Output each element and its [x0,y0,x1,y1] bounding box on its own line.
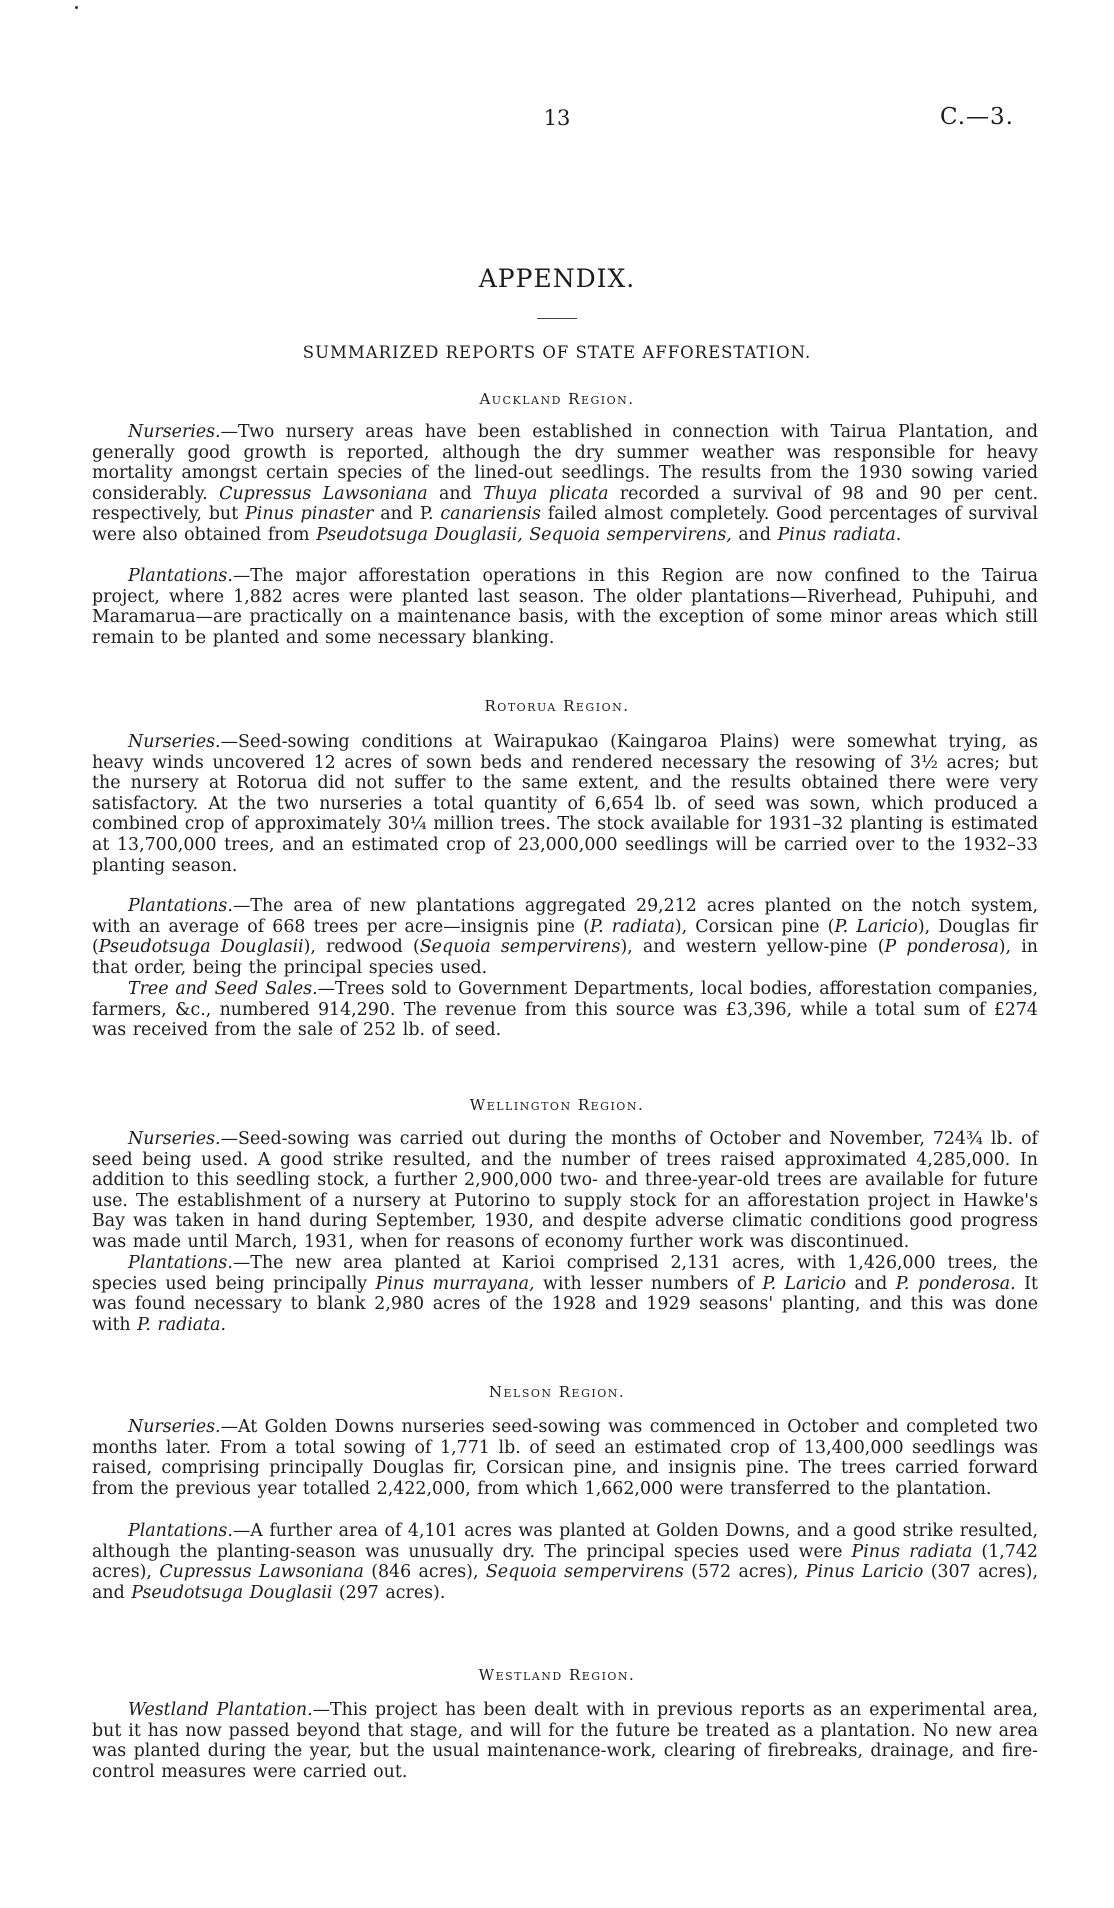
auckland-plantations-paragraph: Plantations.—The major afforestation operations in this Region are now confined to the Tairua project, where 1,882 acres were planted last season. The older plantations—Riverhead, Puhipuhi, and Maramarua—are practically on a maintenance basis, with the exception of some minor areas which still remain to be planted and some necessary blanking. [92,566,1038,648]
rotorua-plantations-paragraph: Plantations.—The area of new plantations aggregated 29,212 acres planted on the notch system, with an average of 668 trees per acre—insignis pine (P. radiata), Corsican pine (P. Laricio), Douglas fir (Pseudotsuga Douglasii), redwood (Sequoia sempervirens), and western yellow-pine (P ponderosa), in that order, being the principal species used. [92,896,1038,978]
auckland-plantations-label: Plantations. [128,566,233,586]
document-reference: C.—3. [939,104,1014,130]
wellington-nurseries-paragraph: Nurseries.—Seed-sowing was carried out during the months of October and November, 724¾ lb. of seed being used. A good strike resulted, and the number of trees raised approximated 4,285,000. In addition to this seedling stock, a further 2,900,000 two- and three-year-old trees are available for future use. The establishment of a nursery at Putorino to supply stock for an afforestation project in Hawke's Bay was taken in hand during September, 1930, and despite adverse climatic conditions good progress was made until March, 1931, when for reasons of economy further work was discontinued. [92,1129,1038,1252]
auckland-nurseries-paragraph: Nurseries.—Two nursery areas have been established in connection with Tairua Plantation, and generally good growth is reported, although the dry summer weather was responsible for heavy mortality amongst certain species of the lined-out seedlings. The results from the 1930 sowing varied considerably. Cupressus Lawsoniana and Thuya plicata recorded a survival of 98 and 90 per cent. respectively, but Pinus pinaster and P. canariensis failed almost completely. Good percentages of survival were also obtained from Pseudotsuga Douglasii, Sequoia sempervirens, and Pinus radiata. [92,422,1038,545]
page-number: 13 [543,106,571,130]
westland-plantation-paragraph: Westland Plantation.—This project has been dealt with in previous reports as an experimental area, but it has now passed beyond that stage, and will for the future be treated as a plantation. No new area was planted during the year, but the usual maintenance-work, clearing of firebreaks, drainage, and fire-control measures were carried out. [92,1700,1038,1782]
rotorua-plantations-label: Plantations. [128,896,233,916]
wellington-nurseries-label: Nurseries. [128,1129,221,1149]
auckland-region-heading: Auckland Region. [479,390,635,408]
rotorua-sales-label: Tree and Seed Sales. [128,979,318,999]
nelson-plantations-label: Plantations. [128,1521,233,1541]
rotorua-sales-paragraph: Tree and Seed Sales.—Trees sold to Government Departments, local bodies, afforestation companies, farmers, &c., numbered 914,290. The revenue from this source was £3,396, while a total sum of £274 was received from the sale of 252 lb. of seed. [92,979,1038,1041]
appendix-title: APPENDIX. [478,264,636,293]
report-subtitle: SUMMARIZED REPORTS OF STATE AFFORESTATION. [302,343,812,362]
auckland-nurseries-label: Nurseries. [128,422,221,442]
nelson-region-heading: Nelson Region. [488,1383,626,1401]
westland-plantation-label: Westland Plantation. [128,1700,313,1720]
nelson-nurseries-paragraph: Nurseries.—At Golden Downs nurseries seed-sowing was commenced in October and completed two months later. From a total sowing of 1,771 lb. of seed an estimated crop of 13,400,000 seedlings was raised, comprising principally Douglas fir, Corsican pine, and insignis pine. The trees carried forward from the previous year totalled 2,422,000, from which 1,662,000 were transferred to the plantation. [92,1417,1038,1499]
westland-region-heading: Westland Region. [478,1666,636,1684]
wellington-plantations-paragraph: Plantations.—The new area planted at Karioi comprised 2,131 acres, with 1,426,000 trees, the species used being principally Pinus murrayana, with lesser numbers of P. Laricio and P. ponderosa. It was found necessary to blank 2,980 acres of the 1928 and 1929 seasons' planting, and this was done with P. radiata. [92,1253,1039,1335]
rotorua-nurseries-paragraph: Nurseries.—Seed-sowing conditions at Wairapukao (Kaingaroa Plains) were somewhat trying, as heavy winds uncovered 12 acres of sown beds and rendered necessary the resowing of 3½ acres; but the nursery at Rotorua did not suffer to the same extent, and the results obtained there were very satisfactory. At the two nurseries a total quantity of 6,654 lb. of seed was sown, which produced a combined crop of approximately 30¼ million trees. The stock available for 1931–32 planting is estimated at 13,700,000 trees, and an estimated crop of 23,000,000 seedlings will be carried over to the 1932–33 planting season. [92,732,1038,876]
rotorua-region-heading: Rotorua Region. [484,697,630,715]
nelson-nurseries-label: Nurseries. [128,1417,221,1437]
nelson-plantations-paragraph: Plantations.—A further area of 4,101 acres was planted at Golden Downs, and a good strike resulted, although the planting-season was unusually dry. The principal species used were Pinus radiata (1,742 acres), Cupressus Lawsoniana (846 acres), Sequoia sempervirens (572 acres), Pinus Laricio (307 acres), and Pseudotsuga Douglasii (297 acres). [92,1521,1038,1603]
rotorua-nurseries-label: Nurseries. [128,732,221,752]
title-rule [537,318,577,319]
speck-mark [75,6,78,9]
wellington-region-heading: Wellington Region. [469,1096,645,1114]
wellington-plantations-label: Plantations. [128,1253,233,1273]
